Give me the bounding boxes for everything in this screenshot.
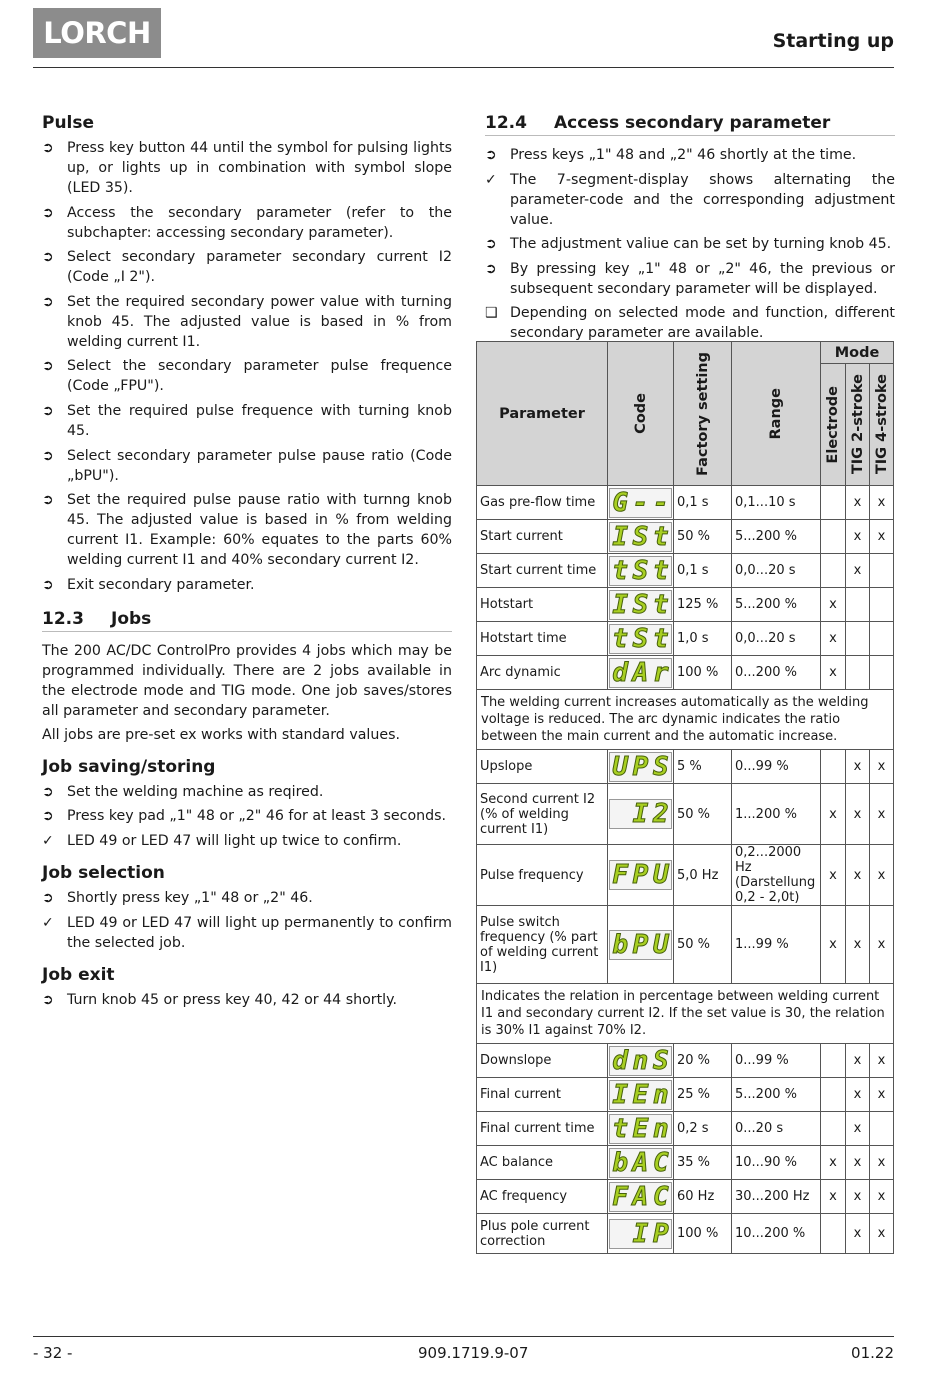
header-tig-2-stroke: TIG 2-stroke <box>846 364 870 486</box>
parameter-name: Hotstart <box>477 588 608 622</box>
mode-tig-2-stroke: x <box>846 1180 870 1214</box>
range: 0,0...20 s <box>732 554 821 588</box>
segment-digit <box>610 1220 630 1248</box>
jobs-section-title <box>42 609 452 632</box>
range: 0...20 s <box>732 1112 821 1146</box>
jobs-paragraph-2: All jobs are pre-set ex works with standard values. <box>42 726 400 743</box>
segment-digit: U <box>652 861 669 889</box>
mode-tig-2-stroke: x <box>846 554 870 588</box>
parameter-name: Plus pole current correction <box>477 1214 608 1254</box>
range: 30...200 Hz <box>732 1180 821 1214</box>
arrow-icon: ➲ <box>42 492 54 509</box>
arrow-icon: ➲ <box>485 236 497 253</box>
code-display <box>608 622 674 656</box>
mode-electrode <box>821 1112 846 1146</box>
table-row <box>477 554 894 588</box>
section-heading: Access secondary parameter <box>554 113 831 133</box>
code-display <box>608 1146 674 1180</box>
range: 0...99 % <box>732 750 821 784</box>
segment-digit: 2 <box>652 800 669 828</box>
segment-digit: b <box>612 930 628 959</box>
segment-digit: t <box>652 590 669 619</box>
table-row <box>477 588 894 622</box>
code-display <box>608 1078 674 1112</box>
factory-setting: 5 % <box>674 750 732 784</box>
list-item-text: LED 49 or LED 47 will light up permanently to confirm the selected job. <box>67 914 452 951</box>
arrow-icon: ➲ <box>42 447 54 464</box>
parameter-name: Pulse frequency <box>477 845 608 906</box>
section-number: 12.3 <box>42 608 84 629</box>
pulse-heading: Pulse <box>42 113 95 133</box>
mode-electrode <box>821 1078 846 1112</box>
segment-digit: r <box>652 658 669 687</box>
header-factory-setting: Factory setting <box>674 342 732 486</box>
code-display <box>608 1180 674 1214</box>
header-code: Code <box>608 342 674 486</box>
parameter-name: Pulse switch frequency (% part of welding current I1) <box>477 906 608 984</box>
list-item-text: Set the required pulse frequence with turning knob 45. <box>67 402 452 439</box>
mode-electrode <box>821 520 846 554</box>
parameter-name: Downslope <box>477 1044 608 1078</box>
list-item <box>42 806 452 826</box>
factory-setting: 20 % <box>674 1044 732 1078</box>
segment-digit: d <box>612 658 628 687</box>
table-body <box>477 486 894 1254</box>
list-item <box>485 170 895 230</box>
factory-setting: 125 % <box>674 588 732 622</box>
pulse-steps <box>42 138 452 595</box>
seven-segment-display <box>609 1080 672 1110</box>
code-display <box>608 906 674 984</box>
list-item-text: Press keys „1" 48 and „2" 46 shortly at the time. <box>510 147 857 163</box>
mode-tig-4-stroke: x <box>870 1078 894 1112</box>
mode-tig-2-stroke: x <box>846 784 870 845</box>
arrow-icon: ➲ <box>42 249 54 266</box>
seven-segment-display <box>609 1182 672 1212</box>
mode-tig-4-stroke <box>870 554 894 588</box>
segment-digit: P <box>632 752 649 781</box>
factory-setting: 50 % <box>674 520 732 554</box>
segment-digit: - <box>652 488 669 517</box>
segment-digit: G <box>612 488 628 517</box>
factory-setting: 25 % <box>674 1078 732 1112</box>
segment-digit: - <box>632 488 649 517</box>
mode-tig-2-stroke <box>846 656 870 690</box>
list-item <box>42 247 452 287</box>
arrow-icon: ➲ <box>42 991 54 1008</box>
mode-tig-4-stroke: x <box>870 845 894 906</box>
check-icon: ✓ <box>42 914 54 931</box>
factory-setting: 1,0 s <box>674 622 732 656</box>
segment-digit: S <box>632 522 649 551</box>
factory-setting: 0,1 s <box>674 486 732 520</box>
parameter-name: Upslope <box>477 750 608 784</box>
table-row <box>477 984 894 1044</box>
list-item-text: Press key button 44 until the symbol for pulsing lights up, or lights up in combination with symbol slope (LED 35). <box>67 140 452 196</box>
segment-digit: n <box>632 1046 649 1075</box>
list-item-text: Select the secondary parameter pulse frequence (Code „FPU"). <box>67 358 452 395</box>
parameter-name: Final current <box>477 1078 608 1112</box>
seven-segment-display <box>609 624 672 654</box>
mode-tig-2-stroke: x <box>846 1078 870 1112</box>
range: 0,1...10 s <box>732 486 821 520</box>
arrow-icon: ➲ <box>42 204 54 221</box>
mode-electrode: x <box>821 784 846 845</box>
seven-segment-display <box>609 752 672 782</box>
edition-date: 01.22 <box>851 1344 894 1362</box>
mode-tig-2-stroke: x <box>846 1044 870 1078</box>
mode-tig-2-stroke: x <box>846 1146 870 1180</box>
access-section-title <box>485 113 895 136</box>
arrow-icon: ➲ <box>42 140 54 156</box>
job-selection-steps <box>42 888 452 953</box>
seven-segment-display <box>609 488 672 518</box>
table-row <box>477 690 894 750</box>
list-item-text: Turn knob 45 or press key 40, 42 or 44 shortly. <box>67 991 397 1008</box>
mode-electrode: x <box>821 656 846 690</box>
segment-digit: P <box>632 861 649 889</box>
mode-electrode: x <box>821 1180 846 1214</box>
list-item <box>42 138 452 198</box>
segment-digit: E <box>632 1114 649 1143</box>
code-display <box>608 1044 674 1078</box>
list-item-text: Set the required secondary power value with turning knob 45. The adjusted value is based in % from welding current I1. <box>67 293 452 350</box>
table-row <box>477 1146 894 1180</box>
factory-setting: 50 % <box>674 784 732 845</box>
range: 5...200 % <box>732 1078 821 1112</box>
table-row <box>477 1214 894 1254</box>
factory-setting: 100 % <box>674 656 732 690</box>
arrow-icon: ➲ <box>485 147 497 163</box>
mode-tig-2-stroke: x <box>846 1112 870 1146</box>
access-steps <box>485 145 895 343</box>
segment-digit: t <box>612 1114 628 1143</box>
list-item <box>485 234 895 254</box>
range: 1...200 % <box>732 784 821 845</box>
arrow-icon: ➲ <box>42 783 54 800</box>
mode-tig-4-stroke <box>870 1112 894 1146</box>
code-display <box>608 1214 674 1254</box>
header-divider <box>33 67 894 68</box>
seven-segment-display <box>609 1219 672 1249</box>
chapter-title: Starting up <box>772 30 894 52</box>
mode-tig-4-stroke <box>870 622 894 656</box>
header-mode: Mode <box>821 342 894 364</box>
parameter-name: Second current I2 (% of welding current I1) <box>477 784 608 845</box>
table-row <box>477 845 894 906</box>
section-number: 12.4 <box>485 113 527 133</box>
table-row <box>477 486 894 520</box>
segment-digit: I <box>612 522 628 551</box>
factory-setting: 35 % <box>674 1146 732 1180</box>
arrow-icon: ➲ <box>42 889 54 906</box>
segment-digit: U <box>652 930 669 959</box>
list-item <box>485 259 895 299</box>
range: 1...99 % <box>732 906 821 984</box>
list-item-text: Shortly press key „1" 48 or „2" 46. <box>67 889 313 906</box>
list-item <box>42 913 452 953</box>
segment-digit: S <box>652 752 669 781</box>
arrow-icon: ➲ <box>42 576 54 593</box>
table-note: Indicates the relation in percentage between welding current I1 and secondary current I2. If the set value is 30, the relation is 30% I1 against 70% I2. <box>477 984 894 1044</box>
parameter-name: Start current time <box>477 554 608 588</box>
mode-electrode <box>821 1044 846 1078</box>
mode-tig-2-stroke: x <box>846 486 870 520</box>
mode-electrode: x <box>821 588 846 622</box>
mode-tig-4-stroke: x <box>870 906 894 984</box>
job-saving-steps <box>42 782 452 851</box>
seven-segment-display <box>609 590 672 620</box>
parameter-name: Start current <box>477 520 608 554</box>
table-row <box>477 622 894 656</box>
check-icon: ✓ <box>42 832 54 849</box>
table-row <box>477 656 894 690</box>
arrow-icon: ➲ <box>485 260 497 277</box>
seven-segment-display <box>609 658 672 688</box>
range: 0...99 % <box>732 1044 821 1078</box>
list-item-text: Exit secondary parameter. <box>67 576 255 593</box>
list-item <box>42 990 452 1010</box>
table-row <box>477 1044 894 1078</box>
code-display <box>608 750 674 784</box>
mode-electrode <box>821 1214 846 1254</box>
mode-tig-4-stroke: x <box>870 750 894 784</box>
seven-segment-display <box>609 799 672 829</box>
job-saving-heading: Job saving/storing <box>42 756 216 777</box>
parameter-name: Arc dynamic <box>477 656 608 690</box>
mode-tig-4-stroke: x <box>870 1146 894 1180</box>
factory-setting: 60 Hz <box>674 1180 732 1214</box>
segment-digit: F <box>612 861 628 889</box>
list-item <box>42 203 452 243</box>
segment-digit: I <box>612 590 628 619</box>
list-item-text: The 7-segment-display shows alternating the parameter-code and the corresponding adjustment value. <box>510 171 895 228</box>
list-item-text: Select secondary parameter pulse pause ratio (Code „bPU"). <box>67 447 452 484</box>
segment-digit: P <box>632 930 649 959</box>
mode-electrode <box>821 750 846 784</box>
range: 10...90 % <box>732 1146 821 1180</box>
table-row <box>477 520 894 554</box>
range: 0,2...2000 Hz (Darstellung 0,2 - 2,0t) <box>732 845 821 906</box>
parameter-name: AC balance <box>477 1146 608 1180</box>
mode-electrode: x <box>821 906 846 984</box>
list-item-text: Access the secondary parameter (refer to the subchapter: accessing secondary parameter). <box>67 204 452 241</box>
mode-electrode <box>821 554 846 588</box>
mode-tig-4-stroke: x <box>870 1180 894 1214</box>
table-row <box>477 1078 894 1112</box>
mode-electrode <box>821 486 846 520</box>
seven-segment-display <box>609 1148 672 1178</box>
mode-tig-4-stroke: x <box>870 520 894 554</box>
list-item-text: Depending on selected mode and function, different secondary parameter are available. <box>510 305 895 342</box>
mode-tig-2-stroke: x <box>846 750 870 784</box>
segment-digit: n <box>652 1114 669 1143</box>
seven-segment-display <box>609 930 672 960</box>
list-item <box>42 831 452 851</box>
mode-tig-2-stroke: x <box>846 520 870 554</box>
mode-tig-2-stroke: x <box>846 906 870 984</box>
table-row <box>477 1112 894 1146</box>
segment-digit: t <box>612 556 628 585</box>
list-item <box>42 446 452 486</box>
segment-digit: n <box>652 1080 669 1109</box>
code-display <box>608 656 674 690</box>
mode-tig-2-stroke <box>846 588 870 622</box>
arrow-icon: ➲ <box>42 402 54 419</box>
segment-digit: U <box>612 752 628 781</box>
footer-divider <box>33 1336 894 1337</box>
arrow-icon: ➲ <box>42 293 54 310</box>
mode-tig-4-stroke: x <box>870 1214 894 1254</box>
list-item <box>42 356 452 396</box>
header-range: Range <box>732 342 821 486</box>
lorch-logo: LORCH <box>33 8 161 58</box>
range: 0...200 % <box>732 656 821 690</box>
factory-setting: 0,2 s <box>674 1112 732 1146</box>
code-display <box>608 554 674 588</box>
table-note: The welding current increases automatically as the welding voltage is reduced. The arc dynamic indicates the ratio between the main current and the automatic increase. <box>477 690 894 750</box>
seven-segment-display <box>609 556 672 586</box>
segment-digit: t <box>652 624 669 653</box>
list-item <box>42 782 452 802</box>
list-item <box>485 145 895 165</box>
document-number: 909.1719.9-07 <box>418 1344 529 1362</box>
secondary-parameter-table <box>476 341 894 1254</box>
range: 5...200 % <box>732 520 821 554</box>
code-display <box>608 1112 674 1146</box>
parameter-name: AC frequency <box>477 1180 608 1214</box>
mode-electrode: x <box>821 1146 846 1180</box>
list-item <box>42 888 452 908</box>
list-item <box>485 303 895 343</box>
segment-digit: E <box>632 1080 649 1109</box>
list-item-text: The adjustment valiue can be set by turning knob 45. <box>510 236 892 253</box>
job-selection-heading: Job selection <box>42 862 165 883</box>
list-item-text: By pressing key „1" 48 or „2" 46, the previous or subsequent secondary parameter will be displayed. <box>510 260 895 297</box>
mode-tig-4-stroke: x <box>870 486 894 520</box>
page-number: - 32 - <box>33 1344 73 1362</box>
jobs-paragraph-1: The 200 AC/DC ControlPro provides 4 jobs which may be programmed individually. There are 2 jobs available in the electrode mode and TIG mode. One job saves/stores all parameter and secondary parameter. <box>42 642 452 719</box>
range: 0,0...20 s <box>732 622 821 656</box>
check-icon: ✓ <box>485 171 497 188</box>
range: 10...200 % <box>732 1214 821 1254</box>
mode-tig-4-stroke: x <box>870 784 894 845</box>
segment-digit: t <box>652 522 669 551</box>
mode-tig-2-stroke: x <box>846 845 870 906</box>
mode-electrode: x <box>821 622 846 656</box>
segment-digit: b <box>612 1148 628 1177</box>
list-item-text: Set the welding machine as reqired. <box>67 783 324 800</box>
segment-digit: I <box>632 1219 649 1248</box>
list-item-text: Select secondary parameter secondary current I2 (Code „I 2"). <box>67 249 452 286</box>
left-column <box>42 113 452 1014</box>
factory-setting: 100 % <box>674 1214 732 1254</box>
list-item <box>42 490 452 570</box>
list-item <box>42 575 452 595</box>
mode-tig-4-stroke <box>870 656 894 690</box>
parameter-name: Hotstart time <box>477 622 608 656</box>
code-display <box>608 845 674 906</box>
mode-tig-2-stroke <box>846 622 870 656</box>
header-parameter: Parameter <box>477 342 608 486</box>
right-column <box>485 113 895 348</box>
arrow-icon: ➲ <box>42 358 54 375</box>
code-display <box>608 588 674 622</box>
parameter-name: Final current time <box>477 1112 608 1146</box>
segment-digit: C <box>652 1182 669 1211</box>
seven-segment-display <box>609 1046 672 1076</box>
section-heading: Jobs <box>111 608 152 629</box>
segment-digit: C <box>652 1148 669 1177</box>
factory-setting: 50 % <box>674 906 732 984</box>
segment-digit: A <box>632 658 649 687</box>
checkbox-icon: ❑ <box>485 305 498 322</box>
mode-tig-4-stroke: x <box>870 1044 894 1078</box>
table-row <box>477 750 894 784</box>
segment-digit: I <box>632 800 649 828</box>
code-display <box>608 520 674 554</box>
factory-setting: 0,1 s <box>674 554 732 588</box>
segment-digit: P <box>652 1219 669 1248</box>
table-row <box>477 1180 894 1214</box>
arrow-icon: ➲ <box>42 808 54 825</box>
segment-digit: S <box>632 556 649 585</box>
seven-segment-display <box>609 1114 672 1144</box>
segment-digit: d <box>612 1046 628 1075</box>
header-tig-4-stroke: TIG 4-stroke <box>870 364 894 486</box>
list-item <box>42 292 452 352</box>
factory-setting: 5,0 Hz <box>674 845 732 906</box>
job-exit-heading: Job exit <box>42 964 115 985</box>
parameter-name: Gas pre-flow time <box>477 486 608 520</box>
segment-digit: t <box>652 556 669 585</box>
header-electrode: Electrode <box>821 364 846 486</box>
list-item-text: Set the required pulse pause ratio with turnng knob 45. The adjusted value is based in % from welding current I1. Example: 60% equates to the parts 60% welding current I1 and 40% secondary current I2. <box>67 492 452 569</box>
code-display <box>608 784 674 845</box>
mode-tig-2-stroke: x <box>846 1214 870 1254</box>
table-row <box>477 784 894 845</box>
mode-tig-4-stroke <box>870 588 894 622</box>
code-display <box>608 486 674 520</box>
segment-digit: I <box>612 1080 628 1109</box>
segment-digit: S <box>652 1046 669 1075</box>
segment-digit: A <box>632 1182 649 1211</box>
segment-digit <box>610 800 630 828</box>
list-item-text: LED 49 or LED 47 will light up twice to confirm. <box>67 832 402 849</box>
segment-digit: t <box>612 624 628 653</box>
segment-digit: A <box>632 1148 649 1177</box>
seven-segment-display <box>609 522 672 552</box>
segment-digit: F <box>612 1182 628 1211</box>
list-item <box>42 401 452 441</box>
list-item-text: Press key pad „1" 48 or „2" 46 for at least 3 seconds. <box>67 808 447 825</box>
segment-digit: S <box>632 590 649 619</box>
seven-segment-display <box>609 860 672 890</box>
job-exit-steps <box>42 990 452 1010</box>
range: 5...200 % <box>732 588 821 622</box>
table-row <box>477 906 894 984</box>
mode-electrode: x <box>821 845 846 906</box>
segment-digit: S <box>632 624 649 653</box>
